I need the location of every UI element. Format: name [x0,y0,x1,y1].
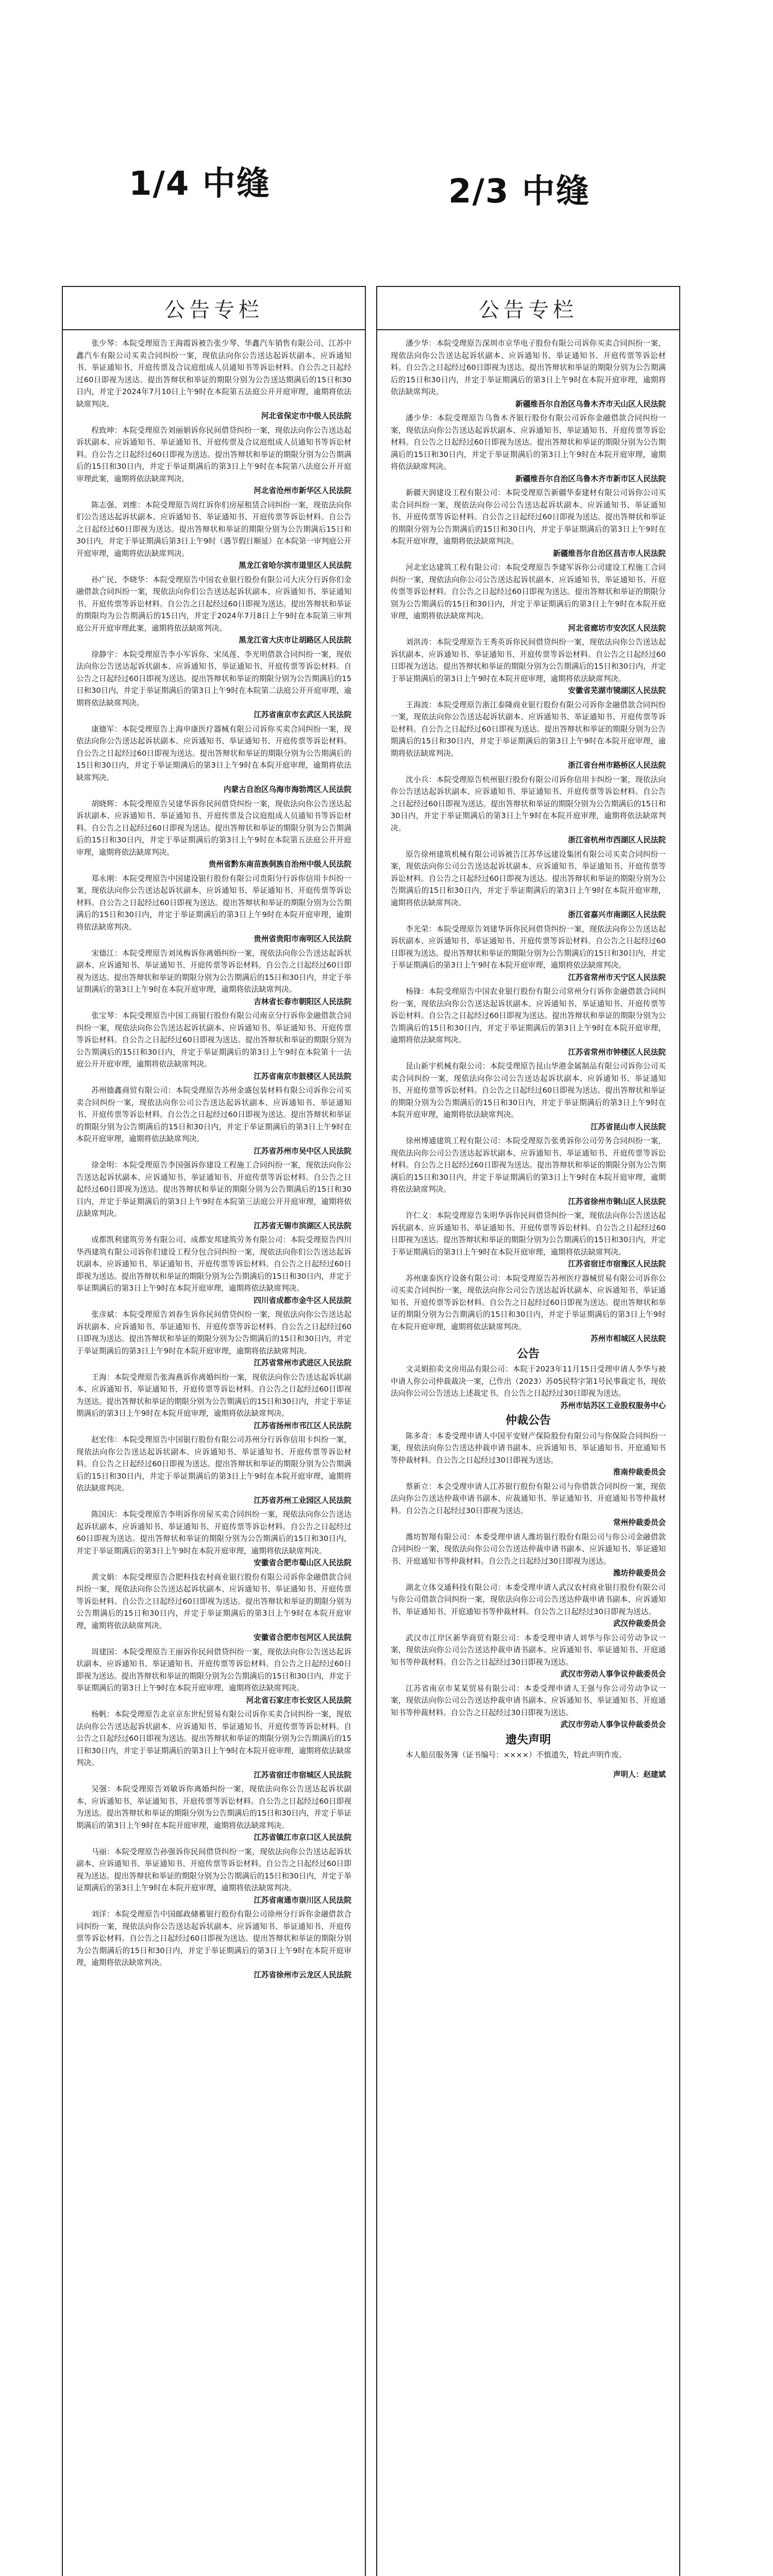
notice-issuer: 江苏省常州市钟楼区人民法院 [568,1047,666,1057]
notice-text: 苏州康泰医疗设备有限公司：本院受理原告苏州医疗器械贸易有限公司诉你公司买卖合同纠纷一案，现依法向你公司公告送达起诉状副本、应诉通知书、举证通知书、开庭传票等诉讼材料。自公告之日起经过60日即视为送达。提出答辩状和举证的期限分别为公告期满后的15日和30日内，并定于举证期满后的第3日上午9时在本院开庭审理，逾期将依法缺席判决。 [391,1274,666,1331]
notice-issuer: 江苏省南京市鼓楼区人民法院 [254,1072,351,1081]
notice-text: 陈多奇：本委受理申请人中国平安财产保险股份有限公司与你保险合同纠纷一案，现依法向你公告送达仲裁申请书副本、应诉通知书、举证通知书、开庭通知书等仲裁材料。自公告之日起经过30日即视为送达。 [391,1431,666,1465]
notice-issuer: 武汉仲裁委员会 [613,1619,666,1628]
column-header: 公告专栏 [63,287,365,330]
notice-text: 潍坊智翔有限公司：本委受理申请人潍坊银行股份有限公司与你公司金融借款合同纠纷一案，现依法向你公司公告送达仲裁申请书副本、应诉通知书、举证通知书、开庭通知书等仲裁材料。自公告之日起经过30日即视为送达。 [391,1532,666,1566]
notice-text: 赵宏伟：本院受理原告中国银行股份有限公司苏州分行诉你信用卡纠纷一案，现依法向你公告送达起诉状副本、应诉通知书、举证通知书、开庭传票等诉讼材料。自公告之日起经过60日即视为送达。提出答辩状和举证的期限分别为公告期满后的15日和30日内，并定于举证期满后的第3日上午9时在本院开庭审理，逾期将依法缺席判决。 [76,1435,351,1493]
notice-issuer: 贵州省黔东南苗族侗族自治州中级人民法院 [208,860,351,869]
notice-issuer: 江苏省南通市崇川区人民法院 [254,1895,351,1905]
notice-issuer: 武汉市劳动人事争议仲裁委员会 [560,1720,666,1729]
notice-issuer: 河北省石家庄市长安区人民法院 [246,1696,351,1705]
notice-issuer: 武汉市劳动人事争议仲裁委员会 [560,1670,666,1679]
notice-issuer: 江苏省苏州市吴中区人民法院 [254,1146,351,1156]
notice-issuer: 江苏省常州市天宁区人民法院 [568,973,666,982]
heading-left: 1/4 中缝 [129,165,271,203]
heading-right: 2/3 中缝 [448,173,590,211]
notice-text: 徐金明：本院受理原告李国强诉你建设工程施工合同纠纷一案，现依法向你公告送达起诉状副本、应诉通知书、举证通知书、开庭传票等诉讼材料。自公告之日起经过60日即视为送达。提出答辩状和举证的期限分别为公告期满后的15日和30日内，并定于举证期满后的第3日上午9时在本院第三法庭公开开庭审理，逾期将依法缺席判决。 [76,1161,351,1218]
notice-text: 杨锋：本院受理原告中国农业银行股份有限公司常州分行诉你金融借款合同纠纷一案，现依法向你公告送达起诉状副本、应诉通知书、举证通知书、开庭传票等诉讼材料。自公告之日起经过60日即视为送达。提出答辩状和举证的期限分别为公告期满后的15日和30日内，并定于举证期满后的第3日上午9时在本院开庭审理，逾期将依法缺席判决。 [391,987,666,1044]
notice-issuer: 四川省成都市金牛区人民法院 [254,1296,351,1305]
notice-text: 陈志强、刘维：本院受理原告周红诉你们房屋租赁合同纠纷一案，现依法向你们公告送达起诉状副本、应诉通知书、举证通知书、开庭传票等诉讼材料。自公告之日起经过60日即视为送达。提出答辩状和举证的期限分别为公告期满后15日和30日内，并定于举证期满后第3日上午9时（遇节假日顺延）在本院第一审判庭公开开庭审理，逾期将依法缺席判决。 [76,500,351,558]
notice-issuer: 潍坊仲裁委员会 [613,1569,666,1578]
notice-issuer: 河北省保定市中级人民法院 [261,412,351,420]
notice-text: 程致坤：本院受理原告刘丽娟诉你民间借贷纠纷一案，现依法向你公告送达起诉状副本、应诉通知书、举证通知书、开庭传票及合议庭组成人员通知书等诉讼材料。自公告之日起经过60日即视为送达。提出答辩状和举证的期限分别为公告期满后的15日和30日内，并定于举证期满后的第3日上午9时在本院第八法庭公开开庭审理此案，逾期将依法缺席判决。 [76,426,351,483]
notice-text: 刘洋：本院受理原告中国邮政储蓄银行股份有限公司徐州分行诉你金融借款合同纠纷一案，现依法向你公告送达起诉状副本、应诉通知书、举证通知书、开庭传票等诉讼材料。自公告之日起经过60日即视为送达。提出答辩状和举证的期限分别为公告期满后的15日和30日内，并定于举证期满后的第3日上午9时在本院开庭审理，逾期将依法缺席判决。 [76,1910,351,1967]
notice-text: 张彦斌：本院受理原告刘春生诉你民间借贷纠纷一案，现依法向你公告送达起诉状副本、应诉通知书、举证通知书、开庭传票等诉讼材料。自公告之日起经过60日即视为送达。提出答辩状和举证的期限分别为公告期满后的15日和30日内，并定于举证期满后的第3日上午9时在本院开庭审理，逾期将依法缺席判决。 [76,1310,351,1355]
statement-signature: 声明人：赵建斌 [613,1770,666,1780]
notice-text: 胡晓辉：本院受理原告吴建华诉你民间借贷纠纷一案，现依法向你公告送达起诉状副本、应诉通知书、举证通知书、开庭传票及合议庭组成人员通知书等诉讼材料。自公告之日起经过60日即视为送达。提出答辩状和举证的期限分别为公告期满后的15日和30日内，并定于举证期满后的第3日上午9时在本院第五法庭公开开庭审理，逾期将依法缺席判决。 [76,799,351,857]
right-notice-column [376,286,680,2576]
notice-issuer: 江苏省苏州工业园区人民法院 [254,1496,351,1505]
notice-text: 王海波：本院受理原告浙江泰隆商业银行股份有限公司诉你金融借款合同纠纷一案，现依法向你公告送达起诉状副本、应诉通知书、举证通知书、开庭传票等诉讼材料。自公告之日起经过60日即视为送达。提出答辩状和举证的期限分别为公告期满后的15日和30日内，并定于举证期满后的第3日上午9时在本院开庭审理，逾期将依法缺席判决。 [391,700,666,758]
notice-issuer: 河北省廊坊市安次区人民法院 [568,623,666,633]
notice-text: 原告徐州建筑机械有限公司诉被告江苏华远建设集团有限公司买卖合同纠纷一案，现依法向你公司公告送达起诉状副本、应诉通知书、举证通知书、开庭传票等诉讼材料。自公告之日起经过60日即视为送达。提出答辩状和举证的期限分别为公告期满后的15日和30日内，并定于举证期满后的第3日上午9时在本院开庭审理，逾期将依法缺席判决。 [391,850,666,907]
left-notice-column [62,286,366,2576]
notice-issuer: 江苏省宿迁市宿豫区人民法院 [568,1260,666,1268]
notice-issuer: 吉林省长春市朝阳区人民法院 [254,997,351,1006]
notice-text: 周建国：本院受理原告王丽诉你民间借贷纠纷一案，现依法向你公告送达起诉状副本、应诉通知书、举证通知书、开庭传票等诉讼材料。自公告之日起经过60日即视为送达。提出答辩状和举证的期限分别为公告期满后的15日和30日内，并定于举证期满后的第3日上午9时在本院开庭审理，逾期将依法缺席判决。 [76,1647,351,1692]
notice-text: 成都凯利建筑劳务有限公司、成都安邦建筑劳务有限公司：本院受理原告四川华西建筑有限公司诉你们建设工程分包合同纠纷一案，现依法向你们公告送达起诉状副本、应诉通知书、举证通知书、开庭传票等诉讼材料。自公告之日起经过60日即视为送达。提出答辩状和举证的期限分别为公告期满后的15日和30日内，并定于举证期满后的第3日上午9时在本院开庭审理，逾期将依法缺席判决。 [76,1235,351,1293]
notice-issuer: 浙江省嘉兴市南湖区人民法院 [568,910,666,919]
announcement-title: 公告 [516,1347,540,1361]
announcement-issuer: 苏州市姑苏区工业股权服务中心 [560,1401,666,1410]
notice-text: 王海：本院受理原告张海燕诉你离婚纠纷一案，现依法向你公告送达起诉状副本、应诉通知书、举证通知书、开庭传票等诉讼材料。自公告之日起经过60日即视为送达。提出答辩状和举证的期限分别为公告期满后的15日和30日内，并定于举证期满后的第3日上午9时在本院开庭审理，逾期将依法缺席判决。 [76,1372,351,1418]
notice-text: 张宝琴：本院受理原告中国工商银行股份有限公司南京分行诉你金融借款合同纠纷一案，现依法向你公告送达起诉状副本、应诉通知书、举证通知书、开庭传票等诉讼材料。自公告之日起经过60日即视为送达。提出答辩状和举证的期限分别为公告期满后的15日和30日内，并定于举证期满后的第3日上午9时在本院第十一法庭公开开庭审理，逾期将依法缺席判决。 [76,1011,351,1069]
notice-text: 刘洪涛：本院受理原告王秀英诉你民间借贷纠纷一案，现依法向你公告送达起诉状副本、应诉通知书、举证通知书、开庭传票等诉讼材料。自公告之日起经过60日即视为送达。提出答辩状和举证的期限分别为公告期满后的15日和30日内，并定于举证期满后的第3日上午9时在本院开庭审理，逾期将依法缺席判决。 [391,638,666,683]
notice-text: 康德军：本院受理原告上海申康医疗器械有限公司诉你买卖合同纠纷一案，现依法向你公告送达起诉状副本、应诉通知书、举证通知书、开庭传票等诉讼材料。自公告之日起经过60日即视为送达。提出答辩状和举证的期限分别为公告期满后的15日和30日内，并定于举证期满后的第3日上午9时在本院开庭审理，逾期将依法缺席判决。 [76,724,351,782]
notice-issuer: 苏州市相城区人民法院 [591,1334,666,1343]
arbitration-title: 仲裁公告 [505,1414,551,1427]
notice-list [63,330,365,1988]
notice-issuer: 黑龙江省大庆市让胡路区人民法院 [239,636,351,645]
court-notices [391,337,666,1345]
notice-issuer: 安徽省芜湖市镜湖区人民法院 [568,686,666,695]
notice-text: 潘少华：本院受理原告深圳市京华电子股份有限公司诉你买卖合同纠纷一案，现依法向你公告送达起诉状副本、应诉通知书、举证通知书、开庭传票等诉讼材料。自公告之日起经过60日即视为送达。提出答辩状和举证的期限分别为公告期满后的15日和30日内，并定于举证期满后的第3日上午9时在本院开庭审理，逾期将依法缺席判决。 [391,339,666,396]
notice-issuer: 安徽省合肥市蜀山区人民法院 [254,1558,351,1567]
notice-text: 新疆天润建设工程有限公司：本院受理原告新疆华泰建材有限公司诉你公司买卖合同纠纷一案，现依法向你公司公告送达起诉状副本、应诉通知书、举证通知书、开庭传票等诉讼材料。自公告之日起经过60日即视为送达。提出答辩状和举证的期限分别为公告期满后的15日和30日内，并定于举证期满后的第3日上午9时在本院开庭审理，逾期将依法缺席判决。 [391,488,666,546]
notice-list [377,330,679,1793]
notice-text: 张少琴：本院受理原告王海霞诉被告张少琴、华鑫汽车销售有限公司、江苏中鑫汽车有限公司买卖合同纠纷一案，现依法向你公告送达起诉状副本、应诉通知书、举证通知书、开庭传票及合议庭组成人员通知书等诉讼材料。自公告之日起经过60日即视为送达。提出答辩状和举证的期限分别为公告送达期满后的15日和30日内，并定于2024年7月10日上午9时在本院第五法庭公开开庭审理，逾期将依法缺席判决。 [76,339,351,409]
notice-issuer: 新疆维吾尔自治区乌鲁木齐市新市区人民法院 [515,474,666,483]
notice-issuer: 新疆维吾尔自治区乌鲁木齐市天山区人民法院 [515,399,666,409]
notice-text: 黄文娟：本院受理原告合肥科技农村商业银行股份有限公司诉你金融借款合同纠纷一案，现依法向你公告送达起诉状副本、应诉通知书、举证通知书、开庭传票等诉讼材料。自公告之日起经过60日即视为送达。提出答辩状和举证的期限分别为公告期满后的15日和30日内，并定于举证期满后的第3日上午9时在本院开庭审理，逾期将依法缺席判决。 [76,1572,351,1630]
notice-issuer: 河北省沧州市新华区人民法院 [254,486,351,495]
notice-text: 昆山新宇机械有限公司：本院受理原告昆山华港金属制品有限公司诉你公司买卖合同纠纷一案，现依法向你公司公告送达起诉状副本、应诉通知书、举证通知书、开庭传票等诉讼材料。自公告之日起经过60日即视为送达。提出答辩状和举证的期限分别为公告期满后的15日和30日内，并定于举证期满后的第3日上午9时在本院开庭审理，逾期将依法缺席判决。 [391,1062,666,1119]
notice-text: 沈小兵：本院受理原告杭州银行股份有限公司诉你信用卡纠纷一案，现依法向你公告送达起诉状副本、应诉通知书、举证通知书、开庭传票等诉讼材料。自公告之日起经过60日即视为送达。提出答辩状和举证的期限分别为公告期满后的15日和30日内，并定于举证期满后的第3日上午9时在本院开庭审理，逾期将依法缺席判决。 [391,775,666,833]
arbitration-notices [391,1430,666,1731]
notice-text: 陈国庆：本院受理原告李明诉你房屋买卖合同纠纷一案，现依法向你公告送达起诉状副本、应诉通知书、举证通知书、开庭传票等诉讼材料。自公告之日起经过60日即视为送达。提出答辩状和举证的期限分别为公告期满后的15日和30日内，并定于举证期满后的第3日上午9时在本院开庭审理，逾期将依法缺席判决。 [76,1510,351,1555]
notice-issuer: 安徽省合肥市包河区人民法院 [254,1633,351,1642]
notice-issuer: 内蒙古自治区乌海市海勃湾区人民法院 [223,785,351,794]
announcement-text: 文灵娟拍卖文房用品有限公司：本院于2023年11月15日受理申请人李华与被申请人你公司仲裁裁决一案，已作出（2023）苏05民特字第1号民事裁定书，现依法向你公司公告送达上述裁定书。自公告之日起经过30日即视为送达。 [391,1365,666,1398]
notice-text: 徐静宇：本院受理原告李小军诉你、宋凤莲、李光明借款合同纠纷一案，现依法向你公告送达起诉状副本、应诉通知书、举证通知书、开庭传票等诉讼材料。自公告之日起经过60日即视为送达。提出答辩状和举证的期限分别为公告期满后的15日和30日内，并定于举证期满后的第3日上午9时在本院第二法庭公开开庭审理，逾期将依法缺席判决。 [76,650,351,707]
notice-issuer: 江苏省徐州市云龙区人民法院 [254,1970,351,1979]
notice-text: 潘少华：本院受理原告乌鲁木齐银行股份有限公司诉你金融借款合同纠纷一案，现依法向你公告送达起诉状副本、应诉通知书、举证通知书、开庭传票等诉讼材料。自公告之日起经过60日即视为送达。提出答辩状和举证的期限分别为公告期满后的15日和30日内，并定于举证期满后的第3日上午9时在本院开庭审理，逾期将依法缺席判决。 [391,414,666,471]
notice-issuer: 贵州省贵阳市南明区人民法院 [254,935,351,943]
notice-issuer: 江苏省常州市武进区人民法院 [254,1359,351,1367]
notice-text: 江苏省南京市某某贸易有限公司：本委受理申请人王强与你公司劳动争议一案，现依法向你公司公告送达仲裁申请书副本、应诉通知书、举证通知书、开庭通知书等仲裁材料。自公告之日起经过30日即视为送达。 [391,1684,666,1717]
notice-text: 湖北立体交通科技有限公司：本委受理申请人武汉农村商业银行股份有限公司与你公司借款合同纠纷一案，现依法向你公司公告送达仲裁申请书副本、应诉通知书、举证通知书、开庭通知书等仲裁材料。自公告之日起经过30日即视为送达。 [391,1583,666,1616]
notice-issuer: 黑龙江省哈尔滨市道里区人民法院 [239,561,351,570]
notice-issuer: 常州仲裁委员会 [613,1518,666,1527]
column-header: 公告专栏 [377,287,679,330]
notice-issuer: 江苏省镇江市京口区人民法院 [254,1833,351,1842]
notice-issuer: 浙江省台州市路桥区人民法院 [568,761,666,770]
statement-title: 遗失声明 [505,1733,551,1747]
notice-text: 苏州德鑫商贸有限公司：本院受理原告苏州金盛包装材料有限公司诉你公司买卖合同纠纷一案，现依法向你公司公告送达起诉状副本、应诉通知书、举证通知书、开庭传票等诉讼材料。自公告之日起经过60日即视为送达。提出答辩状和举证的期限分别为公告期满后的15日和30日内，并定于举证期满后的第3日上午9时在本院开庭审理，逾期将依法缺席判决。 [76,1086,351,1143]
notice-issuer: 江苏省无锡市滨湖区人民法院 [254,1221,351,1230]
notice-issuer: 新疆维吾尔自治区昌吉市人民法院 [553,549,666,558]
notice-text: 吴强：本院受理原告刘敏诉你离婚纠纷一案，现依法向你公告送达起诉状副本、应诉通知书、举证通知书、开庭传票等诉讼材料。自公告之日起经过60日即视为送达。提出答辩状和举证的期限分别为公告期满后的15日和30日内，并定于举证期满后的第3日上午9时在本院开庭审理，逾期将依法缺席判决。 [76,1785,351,1830]
notice-text: 宋德江：本院受理原告刘凤梅诉你离婚纠纷一案，现依法向你公告送达起诉状副本、应诉通知书、举证通知书、开庭传票等诉讼材料。自公告之日起经过60日即视为送达。提出答辩状和举证的期限分别为公告期满后的15日和30日内，并定于举证期满后的第3日上午9时在本院开庭审理，逾期将依法缺席判决。 [76,948,351,994]
notice-issuer: 江苏省徐州市铜山区人民法院 [568,1197,666,1206]
notice-text: 杨帆：本院受理原告北京京东世纪贸易有限公司诉你买卖合同纠纷一案，现依法向你公告送达起诉状副本、应诉通知书、举证通知书、开庭传票等诉讼材料。自公告之日起经过60日即视为送达。提出答辩状和举证的期限分别为公告期满后的15日和30日内，并定于举证期满后的第3日上午9时在本院开庭审理，逾期将依法缺席判决。 [76,1710,351,1767]
notice-text: 蔡新立：本会受理申请人江苏银行股份有限公司与你借款合同纠纷一案，现依法向你公告送达仲裁申请书副本、应裁通知书、举证通知书、开庭通知书等仲裁材料。自公告之日起经过30日即视为送达。 [391,1482,666,1515]
notice-issuer: 淮南仲裁委员会 [613,1468,666,1477]
notice-text: 徐州博通建筑工程有限公司：本院受理原告张勇诉你公司劳务合同纠纷一案，现依法向你公司公告送达起诉状副本、应诉通知书、举证通知书、开庭传票等诉讼材料。自公告之日起经过60日即视为送达。提出答辩状和举证的期限分别为公告期满后的15日和30日内，并定于举证期满后的第3日上午9时在本院开庭审理，逾期将依法缺席判决。 [391,1137,666,1194]
notice-issuer: 浙江省杭州市西湖区人民法院 [568,836,666,844]
notice-text: 马丽：本院受理原告孙强诉你民间借贷纠纷一案，现依法向你公告送达起诉状副本、应诉通知书、举证通知书、开庭传票等诉讼材料。自公告之日起经过60日即视为送达。提出答辩状和举证的期限分别为公告期满后的15日和30日内，并定于举证期满后的第3日上午9时在本院开庭审理，逾期将依法缺席判决。 [76,1847,351,1892]
notice-text: 河北宏达建筑工程有限公司：本院受理原告李建军诉你公司建设工程施工合同纠纷一案，现依法向你公司公告送达起诉状副本、应诉通知书、举证通知书、开庭传票等诉讼材料。自公告之日起经过60日即视为送达。提出答辩状和举证的期限分别为公告期满后的15日和30日内，并定于举证期满后的第3日上午9时在本院开庭审理，逾期将依法缺席判决。 [391,563,666,620]
notice-text: 孙广民、李晓华：本院受理原告中国农业银行股份有限公司大庆分行诉你们金融借款合同纠纷一案，现依法向你们公告送达起诉状副本、应诉通知书、举证通知书、开庭传票等诉讼材料。自公告之日起经过60日即视为送达。提出答辩状和举证的期限均为公告期满后的15日内，并定于2024年7月8日上午9时在本院第三审判庭公开开庭审理此案，逾期将依法缺席判决。 [76,575,351,633]
notice-issuer: 江苏省宿迁市宿城区人民法院 [254,1770,351,1780]
notice-text: 许仁义：本院受理原告朱明华诉你民间借贷纠纷一案，现依法向你公告送达起诉状副本、应诉通知书、举证通知书、开庭传票等诉讼材料。自公告之日起经过60日即视为送达。提出答辩状和举证的期限分别为公告期满后的15日和30日内，并定于举证期满后的第3日上午9时在本院开庭审理，逾期将依法缺席判决。 [391,1211,666,1257]
notice-issuer: 江苏省昆山市人民法院 [591,1122,666,1131]
notice-text: 李光荣：本院受理原告刘建华诉你民间借贷纠纷一案，现依法向你公告送达起诉状副本、应诉通知书、举证通知书、开庭传票等诉讼材料。自公告之日起经过60日即视为送达。提出答辩状和举证的期限分别为公告期满后的15日和30日内，并定于举证期满后的第3日上午9时在本院开庭审理，逾期将依法缺席判决。 [391,924,666,970]
statement-text: 本人船员服务簿（证书编号：××××）不慎遗失，特此声明作废。 [406,1751,627,1759]
notice-text: 郑永刚：本院受理原告中国建设银行股份有限公司贵阳分行诉你信用卡纠纷一案，现依法向你公告送达起诉状副本、应诉通知书、举证通知书、开庭传票等诉讼材料。自公告之日起经过60日即视为送达。提出答辩状和举证的期限分别为公告期满后的15日和30日内，并定于举证期满后的第3日上午9时在本院开庭审理，逾期将依法缺席判决。 [76,874,351,931]
notice-issuer: 江苏省南京市玄武区人民法院 [254,710,351,719]
notice-text: 武汉市江岸区新华商贸有限公司：本委受理申请人刘华与你公司劳动争议一案，现依法向你公司公告送达仲裁申请书副本、应诉通知书、举证通知书、开庭通知书等仲裁材料。自公告之日起经过30日即视为送达。 [391,1633,666,1667]
notice-issuer: 江苏省扬州市邗江区人民法院 [254,1421,351,1430]
